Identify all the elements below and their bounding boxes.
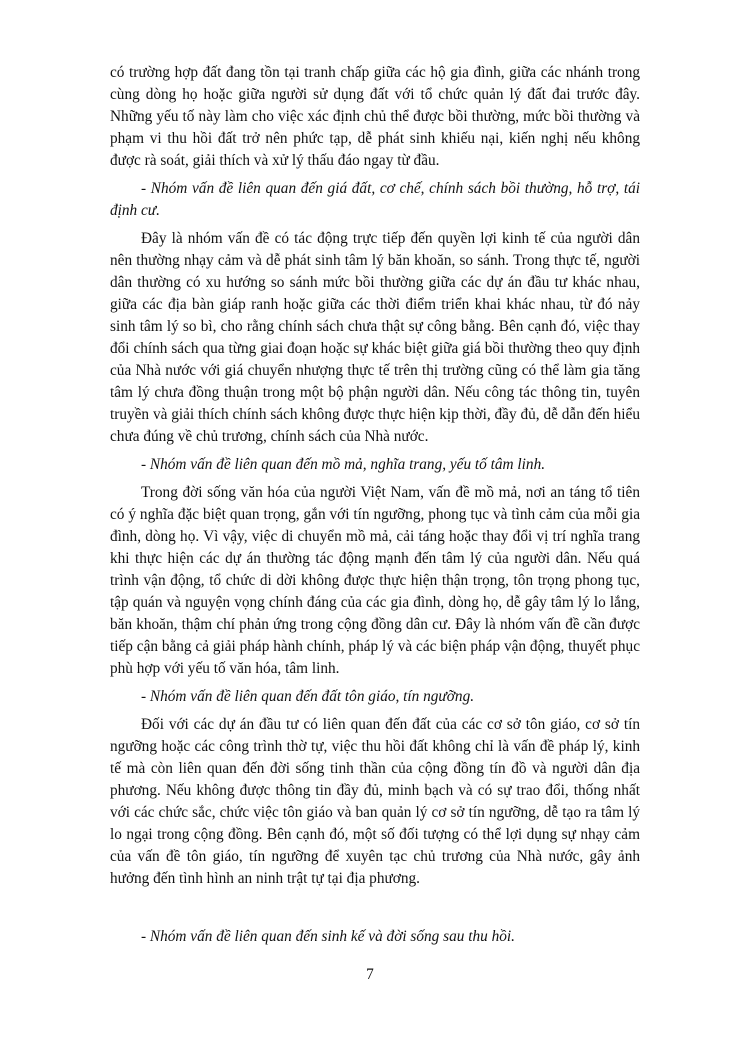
section-heading-livelihood: - Nhóm vấn đề liên quan đến sinh kế và đời sống sau thu hồi.: [141, 928, 515, 945]
page-number: 7: [366, 966, 374, 983]
section-heading-land-price: - Nhóm vấn đề liên quan đến giá đất, cơ chế, chính sách bồi thường, hỗ trợ, tái định cư.: [110, 180, 640, 219]
paragraph-continuation: có trường hợp đất đang tồn tại tranh chấp giữa các hộ gia đình, giữa các nhánh trong cùng dòng họ hoặc giữa người sử dụng đất với tổ chức quản lý đất đai trước đây. Những yếu tố này làm cho việc xác định chủ thể được bồi thường, mức bồi thường và phạm vi thu hồi đất trở nên phức tạp, dễ phát sinh khiếu nại, kiến nghị nếu không được rà soát, giải thích và xử lý thấu đáo ngay từ đầu.: [110, 64, 640, 169]
paragraph-graves: Trong đời sống văn hóa của người Việt Nam, vấn đề mồ mả, nơi an táng tổ tiên có ý nghĩa đặc biệt quan trọng, gắn với tín ngưỡng, phong tục và tình cảm của mỗi gia đình, dòng họ. Vì vậy, việc di chuyển mồ mả, cải táng hoặc thay đổi vị trí nghĩa trang khi thực hiện các dự án thường tác động mạnh đến tâm lý của người dân. Nếu quá trình vận động, tổ chức di dời không được thực hiện thận trọng, tôn trọng phong tục, tập quán và nguyện vọng chính đáng của các gia đình, dòng họ, dễ gây tâm lý lo lắng, băn khoăn, thậm chí phản ứng trong cộng đồng dân cư. Đây là nhóm vấn đề cần được tiếp cận bằng cả giải pháp hành chính, pháp lý và các biện pháp vận động, thuyết phục phù hợp với yếu tố văn hóa, tâm linh.: [110, 484, 640, 677]
paragraph-land-price: Đây là nhóm vấn đề có tác động trực tiếp đến quyền lợi kinh tế của người dân nên thường nhạy cảm và dễ phát sinh tâm lý băn khoăn, so sánh. Trong thực tế, người dân thường có xu hướng so sánh mức bồi thường giữa các dự án đầu tư khác nhau, giữa các địa bàn giáp ranh hoặc giữa các thời điểm triển khai khác nhau, từ đó nảy sinh tâm lý so bì, cho rằng chính sách chưa thật sự công bằng. Bên cạnh đó, việc thay đổi chính sách qua từng giai đoạn hoặc sự khác biệt giữa giá bồi thường theo quy định của Nhà nước với giá chuyển nhượng thực tế trên thị trường cũng có thể làm gia tăng tâm lý chưa đồng thuận trong một bộ phận người dân. Nếu công tác thông tin, tuyên truyền và giải thích chính sách không được thực hiện kịp thời, đầy đủ, dễ dẫn đến hiểu chưa đúng về chủ trương, chính sách của Nhà nước.: [110, 230, 640, 445]
section-heading-graves: - Nhóm vấn đề liên quan đến mồ mả, nghĩa trang, yếu tố tâm linh.: [141, 456, 546, 473]
paragraph-religion: Đối với các dự án đầu tư có liên quan đến đất của các cơ sở tôn giáo, cơ sở tín ngưỡng hoặc các công trình thờ tự, việc thu hồi đất không chỉ là vấn đề pháp lý, kinh tế mà còn liên quan đến đời sống tinh thần của cộng đồng tín đồ và người dân địa phương. Nếu không được thông tin đầy đủ, minh bạch và có sự trao đổi, thống nhất với các chức sắc, chức việc tôn giáo và ban quản lý cơ sở tín ngưỡng, dễ tạo ra tâm lý lo ngại trong cộng đồng. Bên cạnh đó, một số đối tượng có thể lợi dụng sự nhạy cảm của vấn đề tôn giáo, tín ngưỡng để xuyên tạc chủ trương của Nhà nước, gây ảnh hưởng đến tình hình an ninh trật tự tại địa phương.: [110, 716, 640, 887]
section-heading-religion: - Nhóm vấn đề liên quan đến đất tôn giáo, tín ngưỡng.: [141, 688, 475, 705]
body-text: [110, 62, 640, 954]
